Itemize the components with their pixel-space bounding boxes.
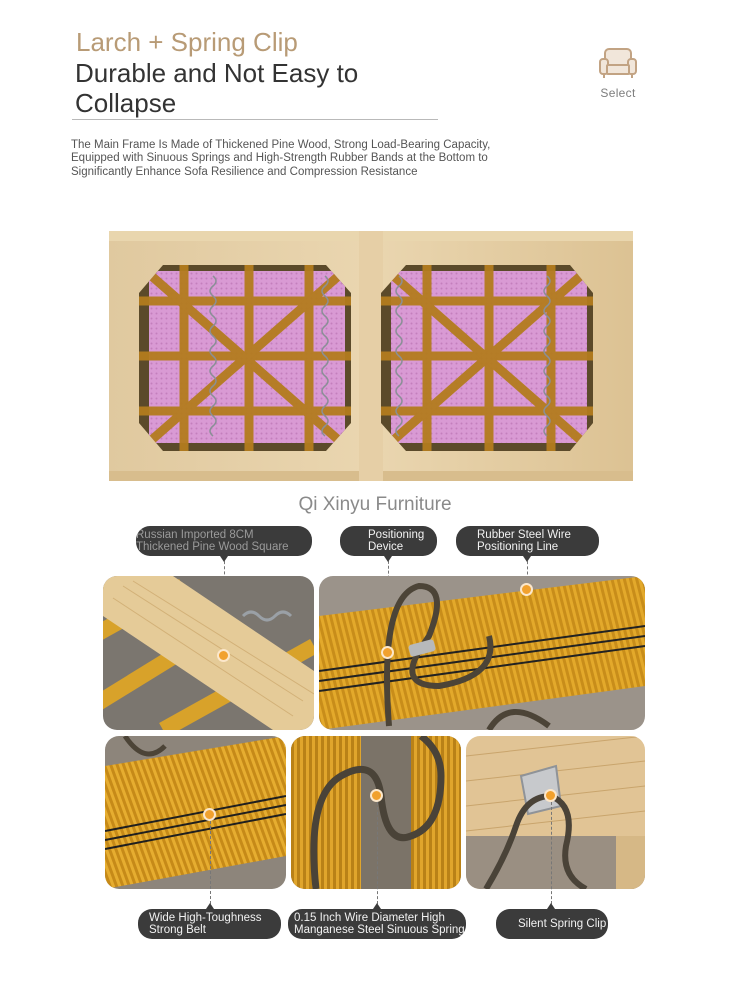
hotspot-spring-clip	[544, 789, 557, 802]
hotspot-steel-wire-line	[520, 583, 533, 596]
leader-tip	[220, 556, 228, 562]
leader-tip	[384, 556, 392, 562]
leader-spring-clip	[551, 802, 552, 909]
callout-positioning-device	[340, 526, 437, 556]
callout-spring-clip	[496, 909, 608, 939]
hotspot-sinuous-spring	[370, 789, 383, 802]
right-spring-bay	[381, 265, 593, 451]
leader-strong-belt	[210, 821, 211, 909]
left-spring-bay	[139, 265, 351, 451]
callout-spring-clip-label: Silent Spring Clip	[518, 917, 607, 930]
headline-main: Durable and Not Easy to Collapse	[75, 58, 359, 118]
photo-sinuous-spring	[291, 736, 461, 889]
photo-spring-clip	[466, 736, 645, 889]
photo-strong-belt	[105, 736, 286, 889]
sofa-icon	[598, 46, 638, 80]
callout-pine-wood-label: Russian Imported 8CM Thickened Pine Wood Square	[136, 528, 289, 553]
headline-accent: Larch + Spring Clip	[76, 27, 298, 57]
callout-strong-belt	[138, 909, 281, 939]
callout-strong-belt-label: Wide High-Toughness Strong Belt	[149, 911, 262, 936]
select-label: Select	[600, 86, 636, 100]
leader-sinuous-spring	[377, 802, 378, 909]
photo-pine-wood-square	[103, 576, 314, 730]
photo-positioning-device	[319, 576, 645, 730]
hotspot-positioning-device	[381, 646, 394, 659]
callout-positioning-device-label: Positioning Device	[368, 528, 425, 553]
leader-tip	[523, 556, 531, 562]
callout-steel-wire-line-label: Rubber Steel Wire Positioning Line	[477, 528, 571, 553]
hotspot-strong-belt	[203, 808, 216, 821]
callout-pine-wood	[136, 526, 312, 556]
callout-sinuous-spring	[288, 909, 466, 939]
callout-steel-wire-line	[456, 526, 599, 556]
header-divider	[72, 119, 438, 120]
callout-sinuous-spring-label: 0.15 Inch Wire Diameter High Manganese Steel Sinuous Spring	[294, 911, 465, 936]
sofa-frame-photo	[109, 231, 633, 481]
brand-name: Qi Xinyu Furniture	[298, 494, 452, 515]
product-description: The Main Frame Is Made of Thickened Pine Wood, Strong Load-Bearing Capacity, Equipped with Sinuous Springs and High-Strength Rubber Bands at the Bottom to Significantly Enhance Sofa Resilience and Compression Resistance	[71, 139, 491, 178]
select-button[interactable]	[590, 46, 646, 100]
hotspot-pine-wood	[217, 649, 230, 662]
